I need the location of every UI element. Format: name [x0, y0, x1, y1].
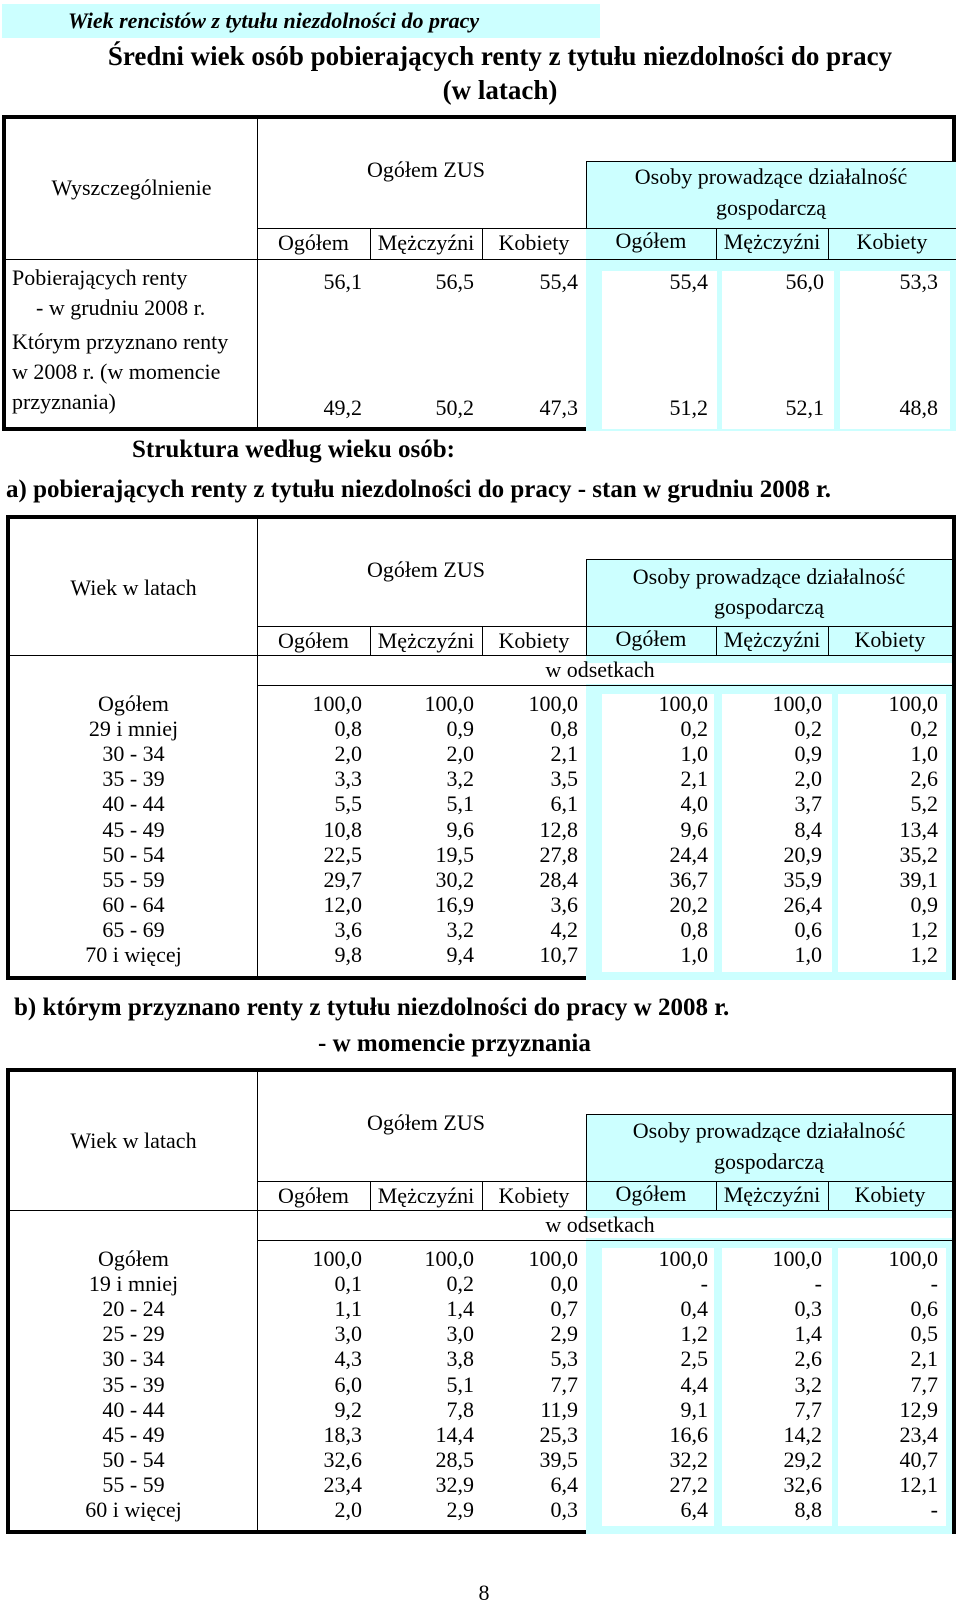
col-header: Mężczyźni [377, 1183, 475, 1208]
cell-value: 7,7 [910, 1371, 938, 1397]
group-header-business-2: gospodarczą [714, 1149, 824, 1174]
cell-value: 2,0 [446, 741, 474, 767]
cell-value: 12,0 [323, 891, 362, 917]
cell-value: 12,1 [899, 1471, 938, 1497]
row-label: 45 - 49 [102, 1421, 165, 1447]
cell-value: 35,2 [899, 841, 938, 867]
group-header-business-2: gospodarczą [714, 594, 824, 619]
cell-value: 3,6 [550, 891, 578, 917]
cell-value: 10,8 [323, 816, 362, 842]
cell-value: 18,3 [323, 1421, 362, 1447]
cell-value: 2,9 [446, 1497, 474, 1522]
col-header: Mężczyźni [377, 230, 475, 255]
cell-value: 1,4 [794, 1321, 822, 1347]
group-header-zus: Ogółem ZUS [367, 557, 485, 582]
cell-value: 14,4 [435, 1421, 474, 1447]
cell-value: 0,3 [794, 1296, 822, 1322]
cell-value: 9,2 [334, 1396, 362, 1422]
cell-value: 0,9 [794, 741, 822, 767]
cell-value: 3,8 [446, 1346, 474, 1372]
cell-value: 27,2 [669, 1471, 708, 1497]
cell-value: 100,0 [424, 1246, 474, 1271]
cell-value: 0,2 [680, 716, 708, 742]
cell-value: 6,4 [680, 1497, 708, 1522]
cell-value: 4,3 [334, 1346, 362, 1372]
cell-value: 8,8 [794, 1497, 822, 1522]
row-label: 50 - 54 [102, 841, 165, 867]
cell-value: 55,4 [669, 269, 708, 294]
cell-value: 100,0 [888, 691, 938, 716]
row-label: 45 - 49 [102, 816, 165, 842]
row-label: 70 i więcej [85, 942, 182, 967]
row-label: 55 - 59 [102, 866, 165, 892]
cell-value: 56,0 [785, 269, 824, 294]
cell-value: 56,1 [323, 269, 362, 294]
cell-value: 4,0 [680, 791, 708, 817]
cell-value: 100,0 [658, 1246, 708, 1271]
cell-value: 100,0 [312, 691, 362, 716]
cell-value: 9,8 [334, 942, 362, 967]
average-age-table [2, 115, 956, 431]
row-label: 25 - 29 [102, 1321, 165, 1347]
cell-value: 100,0 [312, 1246, 362, 1271]
cell-value: 5,1 [446, 1371, 474, 1397]
cell-value: 3,5 [550, 766, 578, 792]
cell-value: 100,0 [528, 691, 578, 716]
row-label: 40 - 44 [102, 791, 165, 817]
cell-value: 0,6 [910, 1296, 938, 1322]
cell-value: 55,4 [539, 269, 578, 294]
cell-value: 0,2 [910, 716, 938, 742]
section-banner: Wiek rencistów z tytułu niezdolności do pracy [2, 4, 600, 38]
cell-value: 32,2 [669, 1446, 708, 1472]
cell-value: 1,1 [334, 1296, 362, 1322]
col-header: Ogółem [278, 628, 349, 653]
cell-value: 2,6 [794, 1346, 822, 1372]
col-header: Mężczyźni [723, 627, 821, 652]
cell-value: 48,8 [899, 395, 938, 420]
cell-value: 24,4 [669, 841, 708, 867]
cell-value: 16,6 [669, 1421, 708, 1447]
cell-value: 56,5 [435, 269, 474, 294]
page-number: 8 [478, 1580, 490, 1605]
cell-value: 3,0 [446, 1321, 474, 1347]
cell-value: 29,2 [783, 1446, 822, 1472]
row-label: 65 - 69 [102, 916, 165, 942]
section-b-heading-2: - w momencie przyznania [318, 1030, 591, 1057]
cell-value: 13,4 [899, 816, 938, 842]
cell-value: 35,9 [783, 866, 822, 892]
cell-value: 26,4 [783, 891, 822, 917]
cell-value: 2,6 [910, 766, 938, 792]
cell-value: 0,5 [910, 1321, 938, 1347]
cell-value: 3,6 [334, 916, 362, 942]
cell-value: 9,1 [680, 1396, 708, 1422]
row-label: Ogółem [98, 691, 169, 716]
cell-value: 2,1 [910, 1346, 938, 1372]
cell-value: 2,9 [550, 1321, 578, 1347]
cell-value: 28,5 [435, 1446, 474, 1472]
structure-heading: Struktura według wieku osób: [132, 436, 455, 463]
cell-value: 29,7 [323, 866, 362, 892]
cell-value: 32,6 [323, 1446, 362, 1472]
row-label: 30 - 34 [102, 741, 165, 767]
row-label: przyznania) [12, 389, 116, 414]
cell-value: 2,0 [334, 741, 362, 767]
cell-value: 0,8 [680, 916, 708, 942]
group-header-zus: Ogółem ZUS [367, 157, 485, 182]
cell-value: 27,8 [539, 841, 578, 867]
age-structure-table-b [6, 1068, 956, 1534]
cell-value: 0,8 [334, 716, 362, 742]
cell-value: 14,2 [783, 1421, 822, 1447]
group-header-business-2: gospodarczą [716, 195, 826, 220]
cell-value: 1,0 [910, 741, 938, 767]
cell-value: - [930, 1271, 938, 1297]
cell-value: 100,0 [528, 1246, 578, 1271]
row-label: 19 i mniej [88, 1271, 179, 1297]
cell-value: 39,5 [539, 1446, 578, 1472]
cell-value: 3,0 [334, 1321, 362, 1347]
cell-value: 32,9 [435, 1471, 474, 1497]
row-label: 60 - 64 [102, 891, 165, 917]
col-header: Mężczyźni [377, 628, 475, 653]
cell-value: 8,4 [794, 816, 822, 842]
cell-value: 1,0 [794, 942, 822, 967]
cell-value: 0,2 [794, 716, 822, 742]
cell-value: 50,2 [435, 395, 474, 420]
cell-value: 0,4 [680, 1296, 708, 1322]
col-header: Mężczyźni [723, 229, 821, 254]
cell-value: 5,5 [334, 791, 362, 817]
cell-value: 0,6 [794, 916, 822, 942]
cell-value: 100,0 [772, 691, 822, 716]
cell-value: 6,1 [550, 791, 578, 817]
col-header: Ogółem [615, 228, 687, 253]
row-label: 29 i mniej [88, 716, 179, 742]
cell-value: 23,4 [323, 1471, 362, 1497]
cell-value: - [930, 1497, 938, 1522]
cell-value: 22,5 [323, 841, 362, 867]
cell-value: 6,0 [334, 1371, 362, 1397]
cell-value: 30,2 [435, 866, 474, 892]
cell-value: 0,0 [550, 1271, 578, 1297]
row-label: 50 - 54 [102, 1446, 165, 1472]
cell-value: 39,1 [899, 866, 938, 892]
row-label: 55 - 59 [102, 1471, 165, 1497]
cell-value: 3,2 [446, 916, 474, 942]
cell-value: 2,0 [794, 766, 822, 792]
row-label: Pobierających renty [12, 265, 188, 290]
cell-value: 100,0 [658, 691, 708, 716]
cell-value: 49,2 [323, 395, 362, 420]
cell-value: 10,7 [539, 942, 578, 967]
cell-value: 100,0 [772, 1246, 822, 1271]
col-header: Ogółem [615, 626, 687, 651]
cell-value: 51,2 [669, 395, 708, 420]
col-header: Mężczyźni [723, 1182, 821, 1207]
cell-value: 0,7 [550, 1296, 578, 1322]
page-title-unit: (w latach) [442, 75, 558, 105]
cell-value: - [814, 1271, 822, 1297]
cell-value: 9,6 [446, 816, 474, 842]
row-label: Ogółem [98, 1246, 169, 1271]
cell-value: 5,3 [550, 1346, 578, 1372]
stub-header: Wyszczególnienie [51, 175, 212, 200]
row-label: 60 i więcej [85, 1497, 182, 1522]
col-header: Kobiety [854, 627, 926, 652]
cell-value: 40,7 [899, 1446, 938, 1472]
col-header: Ogółem [278, 1183, 349, 1208]
cell-value: 7,7 [794, 1396, 822, 1422]
cell-value: 5,2 [910, 791, 938, 817]
cell-value: 1,0 [680, 741, 708, 767]
cell-value: 2,0 [334, 1497, 362, 1522]
cell-value: 2,1 [550, 741, 578, 767]
cell-value: 20,9 [783, 841, 822, 867]
cell-value: 1,4 [446, 1296, 474, 1322]
row-label: Którym przyznano renty [12, 329, 229, 354]
stub-header: Wiek w latach [70, 575, 197, 600]
cell-value: 3,7 [794, 791, 822, 817]
cell-value: 6,4 [550, 1471, 578, 1497]
cell-value: 0,2 [446, 1271, 474, 1297]
cell-value: 7,8 [446, 1396, 474, 1422]
cell-value: 1,2 [680, 1321, 708, 1347]
cell-value: 47,3 [539, 395, 578, 420]
col-header: Kobiety [498, 230, 570, 255]
cell-value: 28,4 [539, 866, 578, 892]
unit-label: w odsetkach [545, 657, 655, 682]
section-a-heading: a) pobierających renty z tytułu niezdolności do pracy - stan w grudniu 2008 r. [6, 476, 832, 503]
col-header: Kobiety [856, 229, 928, 254]
cell-value: 36,7 [669, 866, 708, 892]
cell-value: 3,2 [446, 766, 474, 792]
cell-value: 19,5 [435, 841, 474, 867]
cell-value: 0,9 [910, 891, 938, 917]
cell-value: 4,4 [680, 1371, 708, 1397]
row-label: 30 - 34 [102, 1346, 165, 1372]
cell-value: 7,7 [550, 1371, 578, 1397]
cell-value: 12,9 [899, 1396, 938, 1422]
cell-value: 100,0 [888, 1246, 938, 1271]
row-label: w 2008 r. (w momencie [12, 359, 221, 384]
page-title: Średni wiek osób pobierających renty z tytułu niezdolności do pracy [107, 41, 893, 71]
cell-value: 52,1 [785, 395, 824, 420]
cell-value: 53,3 [899, 269, 938, 294]
col-header: Kobiety [854, 1182, 926, 1207]
cell-value: 2,1 [680, 766, 708, 792]
cell-value: 12,8 [539, 816, 578, 842]
group-header-zus: Ogółem ZUS [367, 1110, 485, 1135]
stub-header: Wiek w latach [70, 1128, 197, 1153]
row-label: 40 - 44 [102, 1396, 165, 1422]
cell-value: 9,6 [680, 816, 708, 842]
cell-value: 32,6 [783, 1471, 822, 1497]
age-structure-table-a [6, 515, 956, 980]
group-header-business: Osoby prowadzące działalność [634, 164, 908, 189]
cell-value: 100,0 [424, 691, 474, 716]
cell-value: 3,2 [794, 1371, 822, 1397]
cell-value: 1,0 [680, 942, 708, 967]
cell-value: 0,3 [550, 1497, 578, 1522]
cell-value: 0,8 [550, 716, 578, 742]
cell-value: 3,3 [334, 766, 362, 792]
cell-value: 23,4 [899, 1421, 938, 1447]
row-label: - w grudniu 2008 r. [36, 295, 206, 320]
cell-value: 20,2 [669, 891, 708, 917]
group-header-business: Osoby prowadzące działalność [632, 564, 906, 589]
cell-value: 1,2 [910, 942, 938, 967]
cell-value: 1,2 [910, 916, 938, 942]
cell-value: 0,9 [446, 716, 474, 742]
col-header: Kobiety [498, 1183, 570, 1208]
row-label: 35 - 39 [102, 766, 165, 792]
cell-value: 16,9 [435, 891, 474, 917]
col-header: Ogółem [615, 1181, 687, 1206]
col-header: Kobiety [498, 628, 570, 653]
group-header-business: Osoby prowadzące działalność [632, 1118, 906, 1143]
cell-value: 5,1 [446, 791, 474, 817]
unit-label: w odsetkach [545, 1212, 655, 1237]
cell-value: 11,9 [540, 1396, 578, 1422]
section-b-heading: b) którym przyznano renty z tytułu niezdolności do pracy w 2008 r. [14, 994, 730, 1021]
cell-value: 4,2 [550, 916, 578, 942]
cell-value: - [700, 1271, 708, 1297]
row-label: 20 - 24 [102, 1296, 165, 1322]
col-header: Ogółem [278, 230, 349, 255]
cell-value: 0,1 [334, 1271, 362, 1297]
row-label: 35 - 39 [102, 1371, 165, 1397]
cell-value: 2,5 [680, 1346, 708, 1372]
cell-value: 9,4 [446, 942, 474, 967]
cell-value: 25,3 [539, 1421, 578, 1447]
